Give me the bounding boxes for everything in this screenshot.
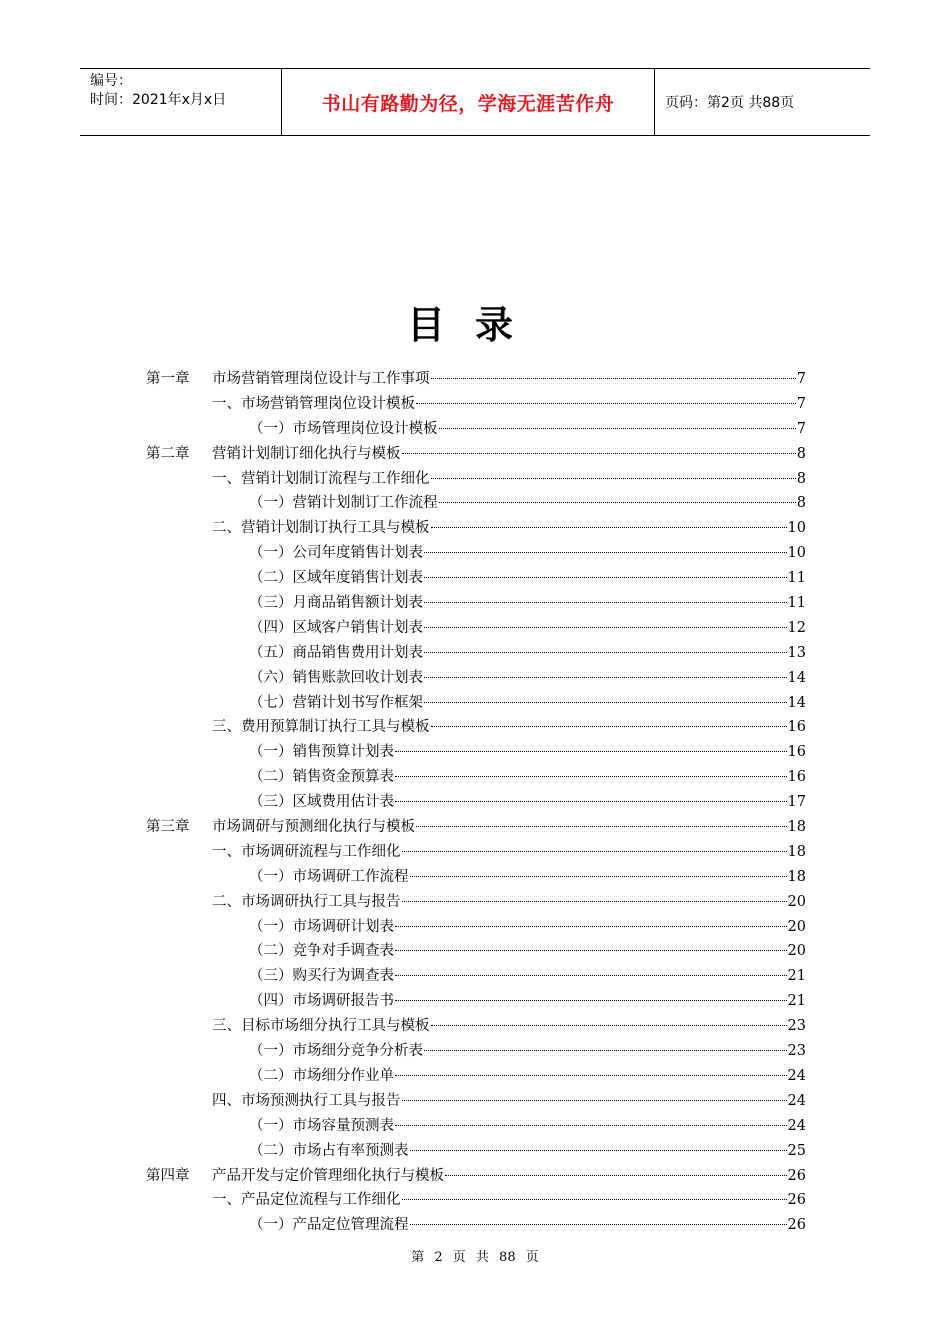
toc-entry[interactable] bbox=[146, 1213, 806, 1238]
toc-page-number: 13 bbox=[787, 644, 806, 661]
toc-dot-leader bbox=[424, 702, 787, 703]
toc-page-number: 8 bbox=[796, 495, 806, 512]
toc-page-number: 8 bbox=[796, 470, 806, 487]
toc-dot-leader bbox=[424, 577, 787, 578]
toc-page-number: 7 bbox=[796, 371, 806, 387]
toc-entry-text: 一、市场调研流程与工作细化 bbox=[212, 843, 401, 860]
toc-entry-text: （二）销售资金预算表 bbox=[249, 769, 394, 786]
toc-dot-leader bbox=[424, 552, 787, 553]
toc-dot-leader bbox=[439, 502, 796, 503]
toc-page-number: 20 bbox=[787, 918, 806, 935]
toc-dot-leader bbox=[395, 1000, 787, 1001]
toc-dot-leader bbox=[395, 975, 787, 976]
toc-dot-leader bbox=[439, 428, 796, 429]
toc-dot-leader bbox=[445, 1175, 787, 1176]
toc-chapter-number: 第三章 bbox=[146, 819, 190, 836]
toc-entry[interactable] bbox=[146, 566, 806, 591]
toc-entry[interactable] bbox=[146, 890, 806, 915]
toc-entry[interactable] bbox=[146, 1114, 806, 1139]
toc-page-number: 23 bbox=[787, 1018, 806, 1035]
toc-entry-text: （一）市场容量预测表 bbox=[249, 1117, 394, 1134]
toc-entry-text: （一）销售预算计划表 bbox=[249, 744, 394, 761]
toc-entry[interactable] bbox=[146, 989, 806, 1014]
toc-dot-leader bbox=[402, 851, 787, 852]
toc-entry-chapter-title bbox=[146, 815, 415, 840]
toc-entry-chapter-title bbox=[146, 1164, 444, 1189]
toc-entry-text: 市场调研与预测细化执行与模板 bbox=[212, 819, 415, 836]
toc-entry-text: （四）区域客户销售计划表 bbox=[249, 619, 423, 636]
toc-entry-text: （一）市场调研计划表 bbox=[249, 918, 394, 935]
toc-page-number: 18 bbox=[787, 819, 806, 836]
toc-page-number: 16 bbox=[787, 744, 806, 761]
header-meta bbox=[80, 69, 282, 135]
toc-entry-text: 二、市场调研执行工具与报告 bbox=[212, 893, 401, 910]
toc-entry-text: 一、产品定位流程与工作细化 bbox=[212, 1192, 401, 1209]
toc-entry-text: （七）营销计划书写作框架 bbox=[249, 694, 423, 711]
toc-page-number: 20 bbox=[787, 893, 806, 910]
toc-dot-leader bbox=[402, 453, 796, 454]
toc-dot-leader bbox=[424, 627, 787, 628]
toc-dot-leader bbox=[424, 1050, 787, 1051]
toc-entry[interactable] bbox=[146, 1014, 806, 1039]
toc-entry[interactable] bbox=[146, 740, 806, 765]
header-slogan: 书山有路勤为径，学海无涯苦作舟 bbox=[282, 69, 655, 135]
toc-entry[interactable] bbox=[146, 442, 806, 467]
toc-entry-text: （二）市场占有率预测表 bbox=[249, 1142, 409, 1159]
toc-entry-text: （六）销售账款回收计划表 bbox=[249, 669, 423, 686]
toc-page-number: 12 bbox=[787, 619, 806, 636]
toc-page-number: 16 bbox=[787, 769, 806, 786]
page-footer: 第 2 页 共 88 页 bbox=[411, 1250, 539, 1265]
toc-dot-leader bbox=[431, 527, 787, 528]
toc-entry[interactable] bbox=[146, 1139, 806, 1164]
toc-page-number: 25 bbox=[787, 1142, 806, 1159]
toc-dot-leader bbox=[402, 1100, 787, 1101]
toc-page-number: 23 bbox=[787, 1043, 806, 1060]
toc-dot-leader bbox=[416, 826, 787, 827]
toc-entry-text: （三）月商品销售额计划表 bbox=[249, 595, 423, 612]
toc-page-number: 10 bbox=[787, 520, 806, 537]
page-header bbox=[80, 68, 870, 136]
toc-dot-leader bbox=[431, 726, 787, 727]
toc-page-number: 10 bbox=[787, 545, 806, 562]
toc-dot-leader bbox=[410, 1150, 787, 1151]
toc-dot-leader bbox=[395, 926, 787, 927]
toc-entry-text: 市场营销管理岗位设计与工作事项 bbox=[212, 371, 430, 387]
toc-entry[interactable] bbox=[146, 616, 806, 641]
toc-page-number: 21 bbox=[787, 993, 806, 1010]
toc-entry[interactable] bbox=[146, 491, 806, 516]
toc-dot-leader bbox=[395, 1075, 787, 1076]
toc-entry[interactable] bbox=[146, 915, 806, 940]
toc-page-number: 24 bbox=[787, 1117, 806, 1134]
toc-entry-text: （一）市场细分竞争分析表 bbox=[249, 1043, 423, 1060]
toc-page-number: 7 bbox=[796, 395, 806, 412]
toc-page-number: 18 bbox=[787, 868, 806, 885]
toc-entry[interactable] bbox=[146, 939, 806, 964]
time-label: 时间：2021年x月x日 bbox=[90, 92, 227, 108]
toc-entry[interactable] bbox=[146, 641, 806, 666]
number-label: 编号： bbox=[90, 73, 132, 89]
toc-entry-text: （一）市场管理岗位设计模板 bbox=[249, 420, 438, 437]
toc-entry[interactable] bbox=[146, 715, 806, 740]
toc-entry-text: 三、费用预算制订执行工具与模板 bbox=[212, 719, 430, 736]
toc-entry-text: （三）区域费用估计表 bbox=[249, 794, 394, 811]
toc-entry-text: 三、目标市场细分执行工具与模板 bbox=[212, 1018, 430, 1035]
toc-dot-leader bbox=[424, 652, 787, 653]
toc-entry-text: （三）购买行为调查表 bbox=[249, 968, 394, 985]
toc-entry-text: 四、市场预测执行工具与报告 bbox=[212, 1092, 401, 1109]
toc-dot-leader bbox=[395, 950, 787, 951]
toc-dot-leader bbox=[431, 478, 796, 479]
toc-dot-leader bbox=[410, 876, 787, 877]
toc-page-number: 26 bbox=[787, 1217, 806, 1234]
toc-dot-leader bbox=[395, 776, 787, 777]
toc-page-number: 8 bbox=[796, 445, 806, 462]
toc-page-number: 11 bbox=[787, 570, 806, 587]
toc-entry-text: （四）市场调研报告书 bbox=[249, 993, 394, 1010]
header-page-info: 页码：第2页 共88页 bbox=[665, 95, 795, 111]
toc-entry[interactable] bbox=[146, 1039, 806, 1064]
toc-entry-chapter-title bbox=[146, 367, 430, 392]
toc-dot-leader bbox=[416, 403, 796, 404]
toc-entry-text: （二）竞争对手调查表 bbox=[249, 943, 394, 960]
toc-page-number: 26 bbox=[787, 1167, 806, 1184]
page-title: 目录 bbox=[406, 303, 543, 347]
toc-page-number: 17 bbox=[787, 794, 806, 811]
toc-entry-text: （一）市场调研工作流程 bbox=[249, 868, 409, 885]
toc-entry[interactable] bbox=[146, 815, 806, 840]
toc-page-number: 18 bbox=[787, 843, 806, 860]
toc-entry[interactable] bbox=[146, 964, 806, 989]
toc-page-number: 20 bbox=[787, 943, 806, 960]
toc-dot-leader bbox=[395, 751, 787, 752]
toc-page-number: 11 bbox=[787, 595, 806, 612]
toc-entry-text: （一）公司年度销售计划表 bbox=[249, 545, 423, 562]
toc-chapter-number: 第一章 bbox=[146, 371, 190, 387]
toc-entry[interactable] bbox=[146, 865, 806, 890]
toc-entry-text: （五）商品销售费用计划表 bbox=[249, 644, 423, 661]
toc-entry-text: 一、市场营销管理岗位设计模板 bbox=[212, 395, 415, 412]
toc-dot-leader bbox=[410, 1224, 787, 1225]
toc-entry[interactable] bbox=[146, 691, 806, 716]
toc-entry[interactable] bbox=[146, 392, 806, 417]
toc-entry[interactable] bbox=[146, 1064, 806, 1089]
toc-entry[interactable] bbox=[146, 367, 806, 392]
toc-dot-leader bbox=[431, 378, 796, 379]
toc-chapter-number: 第四章 bbox=[146, 1167, 190, 1184]
toc-dot-leader bbox=[402, 1199, 787, 1200]
toc-page-number: 14 bbox=[787, 669, 806, 686]
table-of-contents bbox=[146, 367, 806, 1238]
toc-dot-leader bbox=[431, 1025, 787, 1026]
toc-page-number: 26 bbox=[787, 1192, 806, 1209]
toc-entry[interactable] bbox=[146, 1188, 806, 1213]
toc-dot-leader bbox=[395, 801, 787, 802]
toc-entry-text: （二）市场细分作业单 bbox=[249, 1067, 394, 1084]
toc-page-number: 24 bbox=[787, 1092, 806, 1109]
toc-entry[interactable] bbox=[146, 417, 806, 442]
toc-entry-text: （一）产品定位管理流程 bbox=[249, 1217, 409, 1234]
toc-entry[interactable] bbox=[146, 1164, 806, 1189]
toc-dot-leader bbox=[424, 602, 787, 603]
toc-entry[interactable] bbox=[146, 1089, 806, 1114]
toc-entry[interactable] bbox=[146, 541, 806, 566]
toc-entry[interactable] bbox=[146, 591, 806, 616]
toc-page-number: 14 bbox=[787, 694, 806, 711]
toc-dot-leader bbox=[395, 1125, 787, 1126]
toc-entry-text: 二、营销计划制订执行工具与模板 bbox=[212, 520, 430, 537]
toc-entry[interactable] bbox=[146, 467, 806, 492]
toc-entry[interactable] bbox=[146, 840, 806, 865]
toc-page-number: 16 bbox=[787, 719, 806, 736]
toc-page-number: 21 bbox=[787, 968, 806, 985]
toc-page-number: 24 bbox=[787, 1067, 806, 1084]
toc-entry[interactable] bbox=[146, 666, 806, 691]
toc-entry-text: 营销计划制订细化执行与模板 bbox=[212, 445, 401, 462]
toc-entry[interactable] bbox=[146, 765, 806, 790]
toc-entry[interactable] bbox=[146, 516, 806, 541]
toc-entry-text: （一）营销计划制订工作流程 bbox=[249, 495, 438, 512]
toc-page-number: 7 bbox=[796, 420, 806, 437]
toc-dot-leader bbox=[402, 901, 787, 902]
toc-entry-text: 一、营销计划制订流程与工作细化 bbox=[212, 470, 430, 487]
toc-entry-chapter-title bbox=[146, 442, 401, 467]
toc-entry-text: 产品开发与定价管理细化执行与模板 bbox=[212, 1167, 444, 1184]
toc-entry[interactable] bbox=[146, 790, 806, 815]
toc-dot-leader bbox=[424, 677, 787, 678]
toc-chapter-number: 第二章 bbox=[146, 445, 190, 462]
toc-entry-text: （二）区域年度销售计划表 bbox=[249, 570, 423, 587]
